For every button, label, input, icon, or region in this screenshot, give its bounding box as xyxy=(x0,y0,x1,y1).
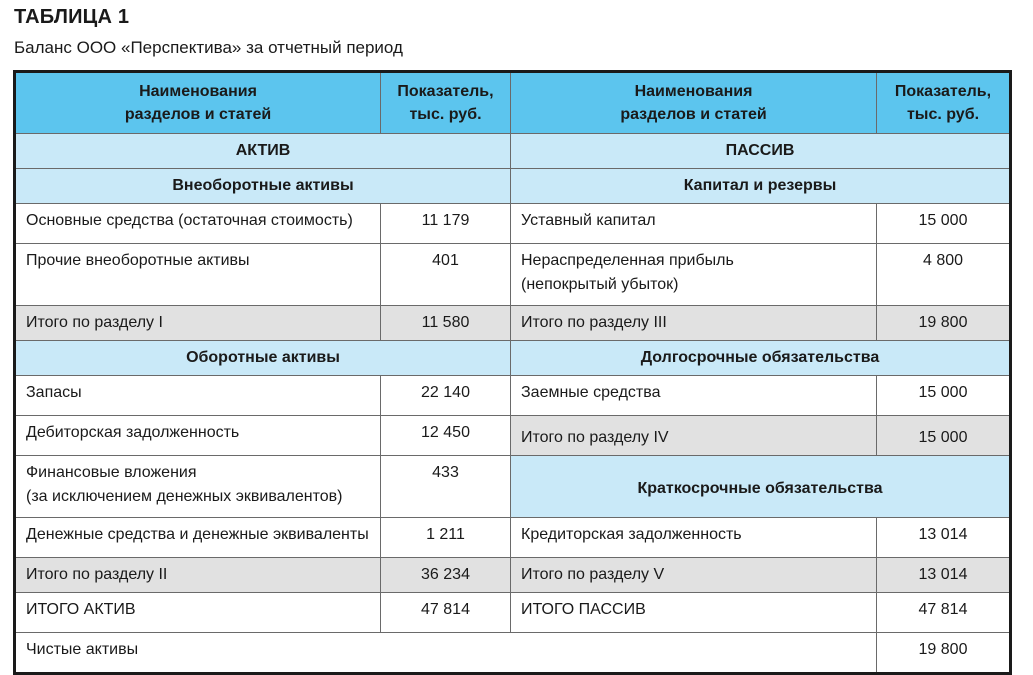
row-value: 47 814 xyxy=(381,593,511,633)
row-value: 15 000 xyxy=(877,416,1011,456)
row-label: ИТОГО ПАССИВ xyxy=(511,593,877,633)
row-label: Прочие внеоборотные активы xyxy=(15,244,381,306)
row-value: 13 014 xyxy=(877,518,1011,558)
table-row xyxy=(15,204,1011,244)
subsection-row xyxy=(15,341,1011,376)
table-row xyxy=(15,416,1011,456)
table-subtitle: Баланс ООО «Перспектива» за отчетный период xyxy=(14,38,403,57)
subsection-shortterm: Краткосрочные обязательства xyxy=(511,456,1011,518)
row-label: Итого по разделу V xyxy=(511,558,877,593)
table-row xyxy=(15,376,1011,416)
row-value: 19 800 xyxy=(877,306,1011,341)
row-value: 401 xyxy=(381,244,511,306)
row-value: 19 800 xyxy=(877,633,1011,674)
row-value: 22 140 xyxy=(381,376,511,416)
row-value: 47 814 xyxy=(877,593,1011,633)
row-value: 1 211 xyxy=(381,518,511,558)
section-row xyxy=(15,134,1011,169)
subsection-current: Оборотные активы xyxy=(15,341,511,376)
row-value: 433 xyxy=(381,456,511,518)
row-label: Чистые активы xyxy=(15,633,877,674)
subsection-noncurrent: Внеоборотные активы xyxy=(15,169,511,204)
row-label: Итого по разделу II xyxy=(15,558,381,593)
total-row xyxy=(15,306,1011,341)
row-label: Итого по разделу IV xyxy=(511,416,877,456)
row-value: 11 179 xyxy=(381,204,511,244)
row-value: 15 000 xyxy=(877,376,1011,416)
table-title: ТАБЛИЦА 1 xyxy=(14,6,130,28)
header-row xyxy=(15,72,1011,134)
row-value: 15 000 xyxy=(877,204,1011,244)
subsection-longterm: Долгосрочные обязательства xyxy=(511,341,1011,376)
header-value-asset: Показатель, тыс. руб. xyxy=(381,72,511,134)
row-value: 12 450 xyxy=(381,416,511,456)
row-label: Заемные средства xyxy=(511,376,877,416)
table-row xyxy=(15,518,1011,558)
row-value: 4 800 xyxy=(877,244,1011,306)
row-label: Финансовые вложения (за исключением денежных эквивалентов) xyxy=(15,456,381,518)
row-label: Итого по разделу III xyxy=(511,306,877,341)
subsection-capital: Капитал и резервы xyxy=(511,169,1011,204)
row-label: Запасы xyxy=(15,376,381,416)
row-label: ИТОГО АКТИВ xyxy=(15,593,381,633)
row-value: 13 014 xyxy=(877,558,1011,593)
header-value-liability: Показатель, тыс. руб. xyxy=(877,72,1011,134)
section-asset: АКТИВ xyxy=(15,134,511,169)
balance-table xyxy=(13,70,1012,675)
row-label: Денежные средства и денежные эквиваленты xyxy=(15,518,381,558)
total-row xyxy=(15,558,1011,593)
net-assets-row xyxy=(15,633,1011,674)
header-name-asset: Наименования разделов и статей xyxy=(15,72,381,134)
row-value: 36 234 xyxy=(381,558,511,593)
grand-total-row xyxy=(15,593,1011,633)
table-row xyxy=(15,244,1011,306)
row-label: Нераспределенная прибыль (непокрытый убыток) xyxy=(511,244,877,306)
header-name-liability: Наименования разделов и статей xyxy=(511,72,877,134)
table-row xyxy=(15,456,1011,518)
row-value: 11 580 xyxy=(381,306,511,341)
subsection-row xyxy=(15,169,1011,204)
row-label: Основные средства (остаточная стоимость) xyxy=(15,204,381,244)
row-label: Кредиторская задолженность xyxy=(511,518,877,558)
row-label: Итого по разделу I xyxy=(15,306,381,341)
row-label: Уставный капитал xyxy=(511,204,877,244)
section-liability: ПАССИВ xyxy=(511,134,1011,169)
row-label: Дебиторская задолженность xyxy=(15,416,381,456)
